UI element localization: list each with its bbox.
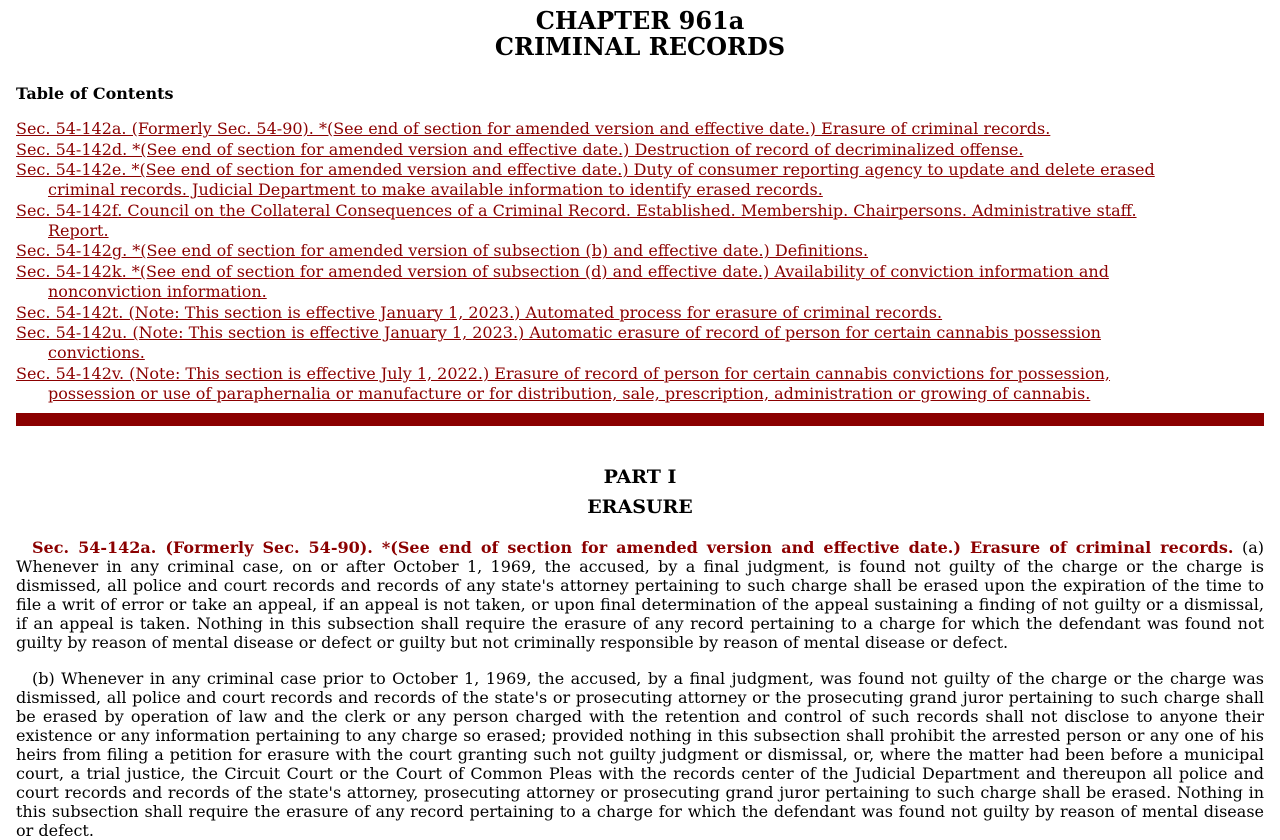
section-54-142a-paragraph-a xyxy=(16,538,1264,652)
toc-link-54-142t[interactable]: Sec. 54-142t. (Note: This section is effective January 1, 2023.) Automated process for erasure of criminal records. xyxy=(16,302,943,322)
toc-link-54-142g[interactable]: Sec. 54-142g. *(See end of section for amended version of subsection (b) and effective date.) Definitions. xyxy=(16,241,869,261)
document-page xyxy=(16,8,1264,840)
toc-item xyxy=(16,119,1172,139)
toc-item xyxy=(16,140,1172,160)
section-54-142a-paragraph-b: (b) Whenever in any criminal case prior to October 1, 1969, the accused, by a final judgment, was found not guilty of the charge or the charge was dismissed, all police and court records and records of the state's or prosecuting attorney or the prosecuting grand juror pertaining to such charge shall be erased by operation of law and the clerk or any person charged with the retention and control of such records shall not disclose to anyone their existence or any information pertaining to any charge so erased; provided nothing in this subsection shall prohibit the arrested person or any one of his heirs from filing a petition for erasure with the court granting such not guilty judgment or dismissal, or, where the matter had been before a municipal court, a trial justice, the Circuit Court or the Court of Common Pleas with the records center of the Judicial Department and thereupon all police and court records and records of the state's attorney, prosecuting attorney or prosecuting grand juror pertaining to such charge shall be erased. Nothing in this subsection shall require the erasure of any record pertaining to a charge for which the defendant was found not guilty by reason of mental disease or defect. xyxy=(16,668,1264,840)
toc-link-54-142e[interactable]: Sec. 54-142e. *(See end of section for amended version and effective date.) Duty of consumer reporting agency to update and delete erased criminal records. Judicial Department to make available information to identify erased records. xyxy=(16,160,1155,200)
toc-item xyxy=(16,201,1172,241)
part-number: PART I xyxy=(603,465,677,488)
chapter-name: CRIMINAL RECORDS xyxy=(494,32,786,61)
toc-item xyxy=(16,323,1172,363)
toc-link-54-142u[interactable]: Sec. 54-142u. (Note: This section is effective January 1, 2023.) Automatic erasure of record of person for certain cannabis possession convictions. xyxy=(16,323,1101,363)
chapter-title xyxy=(16,8,1264,60)
section-heading: Sec. 54-142a. (Formerly Sec. 54-90). *(See end of section for amended version and effective date.) Erasure of criminal records. xyxy=(32,537,1234,557)
toc-link-54-142v[interactable]: Sec. 54-142v. (Note: This section is effective July 1, 2022.) Erasure of record of person for certain cannabis convictions for possession, possession or use of paraphernalia or manufacture or for distribution, sale, prescription, administration or growing of cannabis. xyxy=(16,363,1111,403)
toc-link-54-142a[interactable]: Sec. 54-142a. (Formerly Sec. 54-90). *(See end of section for amended version and effective date.) Erasure of criminal records. xyxy=(16,119,1051,138)
chapter-number: CHAPTER 961a xyxy=(535,6,745,35)
table-of-contents xyxy=(16,119,1172,404)
section-divider xyxy=(16,413,1264,426)
toc-heading: Table of Contents xyxy=(16,84,174,103)
toc-link-54-142k[interactable]: Sec. 54-142k. *(See end of section for amended version of subsection (d) and effective date.) Availability of conviction information and nonconviction information. xyxy=(16,261,1109,301)
toc-item xyxy=(16,303,1172,323)
paragraph-a-text: (a) Whenever in any criminal case, on or after October 1, 1969, the accused, by a final judgment, is found not guilty of the charge or the charge is dismissed, all police and court records and records of any state's attorney pertaining to such charge shall be erased upon the expiration of the time to file a writ of error or take an appeal, if an appeal is not taken, or upon final determination of the appeal sustaining a finding of not guilty or a dismissal, if an appeal is taken. Nothing in this subsection shall require the erasure of any record pertaining to a charge for which the defendant was found not guilty by reason of mental disease or defect or guilty but not criminally responsible by reason of mental disease or defect. xyxy=(16,537,1264,652)
toc-link-54-142d[interactable]: Sec. 54-142d. *(See end of section for amended version and effective date.) Destruction of record of decriminalized offense. xyxy=(16,139,1024,159)
part-title: ERASURE xyxy=(587,495,693,518)
toc-item xyxy=(16,160,1172,200)
toc-link-54-142f[interactable]: Sec. 54-142f. Council on the Collateral Consequences of a Criminal Record. Established. Membership. Chairpersons. Administrative staff. Report. xyxy=(16,200,1137,240)
toc-item xyxy=(16,241,1172,261)
toc-item xyxy=(16,262,1172,302)
toc-item xyxy=(16,364,1172,404)
